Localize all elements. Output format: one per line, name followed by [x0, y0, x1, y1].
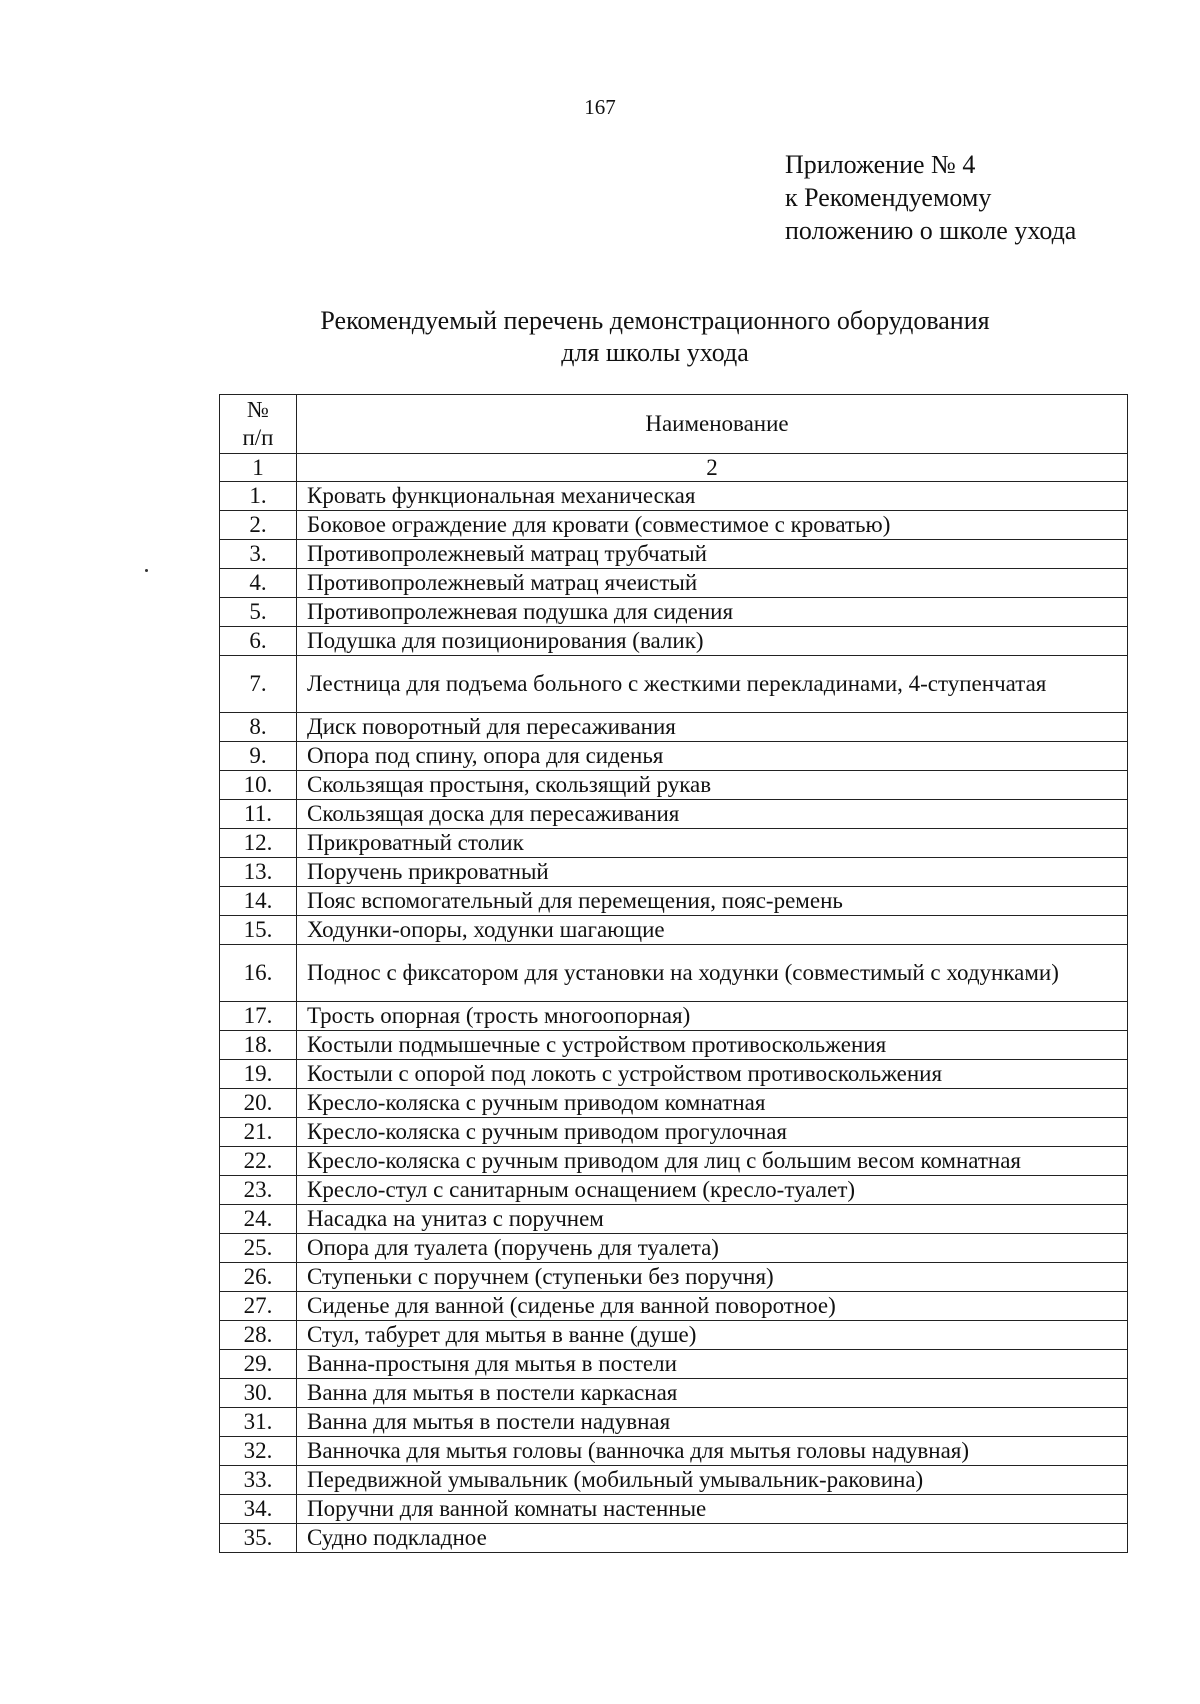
row-equipment-name: Лестница для подъема больного с жесткими перекладинами, 4-ступенчатая — [297, 656, 1128, 713]
table-row — [220, 1263, 1128, 1292]
table-row — [220, 916, 1128, 945]
row-equipment-name: Ванночка для мытья головы (ванночка для мытья головы надувная) — [297, 1437, 1128, 1466]
row-number: 5. — [220, 598, 297, 627]
row-equipment-name: Насадка на унитаз с поручнем — [297, 1205, 1128, 1234]
row-equipment-name: Диск поворотный для пересаживания — [297, 713, 1128, 742]
row-number: 7. — [220, 656, 297, 713]
table-row — [220, 945, 1128, 1002]
row-equipment-name: Боковое ограждение для кровати (совместимое с кроватью) — [297, 511, 1128, 540]
row-number: 25. — [220, 1234, 297, 1263]
appendix-line-2: к Рекомендуемому — [785, 183, 992, 212]
table-row — [220, 1031, 1128, 1060]
row-equipment-name: Костыли с опорой под локоть с устройством противоскольжения — [297, 1060, 1128, 1089]
row-equipment-name: Поднос с фиксатором для установки на ходунки (совместимый с ходунками) — [297, 945, 1128, 1002]
table-row — [220, 482, 1128, 511]
row-number: 27. — [220, 1292, 297, 1321]
row-equipment-name: Кресло-коляска с ручным приводом комнатная — [297, 1089, 1128, 1118]
column-number-row — [220, 454, 1128, 482]
row-number: 23. — [220, 1176, 297, 1205]
row-number: 15. — [220, 916, 297, 945]
row-number: 19. — [220, 1060, 297, 1089]
row-number: 11. — [220, 800, 297, 829]
row-equipment-name: Передвижной умывальник (мобильный умывальник-раковина) — [297, 1466, 1128, 1495]
equipment-rows — [220, 482, 1128, 1553]
row-number: 16. — [220, 945, 297, 1002]
row-equipment-name: Подушка для позиционирования (валик) — [297, 627, 1128, 656]
row-equipment-name: Ванна для мытья в постели каркасная — [297, 1379, 1128, 1408]
row-number: 17. — [220, 1002, 297, 1031]
row-number: 35. — [220, 1524, 297, 1553]
table-row — [220, 1176, 1128, 1205]
row-number: 6. — [220, 627, 297, 656]
column-number-2: 2 — [297, 454, 1128, 482]
row-equipment-name: Противопролежневый матрац ячеистый — [297, 569, 1128, 598]
row-number: 13. — [220, 858, 297, 887]
table-row — [220, 1408, 1128, 1437]
row-equipment-name: Поручни для ванной комнаты настенные — [297, 1495, 1128, 1524]
table-row — [220, 1205, 1128, 1234]
table-row — [220, 713, 1128, 742]
table-row — [220, 1495, 1128, 1524]
row-equipment-name: Трость опорная (трость многоопорная) — [297, 1002, 1128, 1031]
table-row — [220, 1118, 1128, 1147]
row-equipment-name: Кровать функциональная механическая — [297, 482, 1128, 511]
table-row — [220, 598, 1128, 627]
header-name-cell: Наименование — [297, 395, 1128, 454]
table-row — [220, 1089, 1128, 1118]
row-equipment-name: Противопролежневый матрац трубчатый — [297, 540, 1128, 569]
table-row — [220, 569, 1128, 598]
row-equipment-name: Опора под спину, опора для сиденья — [297, 742, 1128, 771]
row-number: 2. — [220, 511, 297, 540]
appendix-line-1: Приложение № 4 — [785, 150, 976, 179]
document-title — [0, 305, 1200, 369]
row-equipment-name: Ходунки-опоры, ходунки шагающие — [297, 916, 1128, 945]
table-row — [220, 742, 1128, 771]
row-number: 31. — [220, 1408, 297, 1437]
row-number: 24. — [220, 1205, 297, 1234]
row-number: 10. — [220, 771, 297, 800]
table-header-row — [220, 395, 1128, 454]
row-equipment-name: Ванна для мытья в постели надувная — [297, 1408, 1128, 1437]
row-number: 32. — [220, 1437, 297, 1466]
row-equipment-name: Кресло-коляска с ручным приводом для лиц с большим весом комнатная — [297, 1147, 1128, 1176]
row-number: 22. — [220, 1147, 297, 1176]
table-row — [220, 800, 1128, 829]
row-number: 34. — [220, 1495, 297, 1524]
row-number: 1. — [220, 482, 297, 511]
row-equipment-name: Костыли подмышечные с устройством противоскольжения — [297, 1031, 1128, 1060]
row-equipment-name: Скользящая простыня, скользящий рукав — [297, 771, 1128, 800]
row-equipment-name: Скользящая доска для пересаживания — [297, 800, 1128, 829]
table-row — [220, 829, 1128, 858]
row-number: 26. — [220, 1263, 297, 1292]
row-equipment-name: Пояс вспомогательный для перемещения, пояс-ремень — [297, 887, 1128, 916]
table-row — [220, 1234, 1128, 1263]
scan-speck — [145, 569, 148, 572]
table-row — [220, 887, 1128, 916]
table-row — [220, 1002, 1128, 1031]
row-number: 3. — [220, 540, 297, 569]
table-row — [220, 540, 1128, 569]
document-title-line-2: для школы ухода — [561, 338, 749, 367]
table-row — [220, 771, 1128, 800]
table-row — [220, 858, 1128, 887]
row-equipment-name: Опора для туалета (поручень для туалета) — [297, 1234, 1128, 1263]
row-equipment-name: Сиденье для ванной (сиденье для ванной поворотное) — [297, 1292, 1128, 1321]
row-number: 30. — [220, 1379, 297, 1408]
row-number: 33. — [220, 1466, 297, 1495]
row-equipment-name: Прикроватный столик — [297, 829, 1128, 858]
appendix-reference — [785, 148, 1076, 247]
table-row — [220, 1147, 1128, 1176]
page-number: 167 — [584, 95, 616, 119]
table-row — [220, 1379, 1128, 1408]
row-equipment-name: Противопролежневая подушка для сидения — [297, 598, 1128, 627]
row-number: 20. — [220, 1089, 297, 1118]
header-number-abbrev: п/п — [242, 425, 274, 450]
row-equipment-name: Ванна-простыня для мытья в постели — [297, 1350, 1128, 1379]
header-number-symbol: № — [247, 397, 269, 422]
row-equipment-name: Кресло-стул с санитарным оснащением (кресло-туалет) — [297, 1176, 1128, 1205]
row-number: 4. — [220, 569, 297, 598]
row-number: 18. — [220, 1031, 297, 1060]
row-number: 14. — [220, 887, 297, 916]
equipment-table — [219, 394, 1128, 1553]
header-number-cell — [220, 395, 297, 454]
row-number: 29. — [220, 1350, 297, 1379]
column-number-1: 1 — [220, 454, 297, 482]
row-equipment-name: Стул, табурет для мытья в ванне (душе) — [297, 1321, 1128, 1350]
row-equipment-name: Поручень прикроватный — [297, 858, 1128, 887]
row-equipment-name: Ступеньки с поручнем (ступеньки без поручня) — [297, 1263, 1128, 1292]
table-row — [220, 1350, 1128, 1379]
table-row — [220, 1060, 1128, 1089]
row-equipment-name: Судно подкладное — [297, 1524, 1128, 1553]
table-row — [220, 627, 1128, 656]
table-row — [220, 511, 1128, 540]
document-title-line-1: Рекомендуемый перечень демонстрационного оборудования — [320, 306, 990, 335]
row-number: 12. — [220, 829, 297, 858]
row-number: 28. — [220, 1321, 297, 1350]
table-row — [220, 656, 1128, 713]
row-number: 9. — [220, 742, 297, 771]
table-row — [220, 1292, 1128, 1321]
appendix-line-3: положению о школе ухода — [785, 216, 1077, 245]
row-equipment-name: Кресло-коляска с ручным приводом прогулочная — [297, 1118, 1128, 1147]
table-row — [220, 1437, 1128, 1466]
table-row — [220, 1466, 1128, 1495]
table-row — [220, 1321, 1128, 1350]
table-row — [220, 1524, 1128, 1553]
row-number: 21. — [220, 1118, 297, 1147]
row-number: 8. — [220, 713, 297, 742]
